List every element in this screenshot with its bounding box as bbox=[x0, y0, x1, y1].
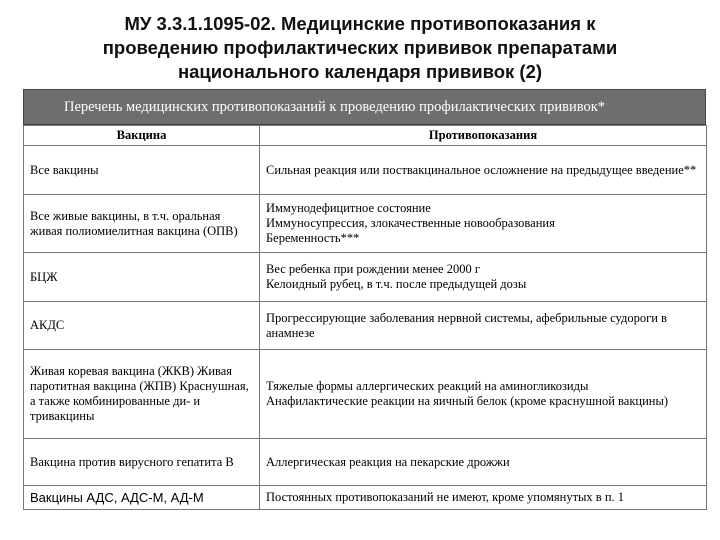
table-row bbox=[24, 350, 707, 439]
table-banner: Перечень медицинских противопоказаний к проведению профилактических прививок* bbox=[23, 89, 706, 125]
table-header-row bbox=[24, 126, 707, 146]
header-vaccine: Вакцина bbox=[24, 126, 260, 146]
contraindication-cell bbox=[260, 350, 707, 439]
title-line-3: национального календаря прививок (2) bbox=[177, 61, 543, 82]
page-title bbox=[40, 12, 680, 84]
contraindications-table bbox=[23, 125, 707, 510]
contraindication-line: Тяжелые формы аллергических реакций на аминогликозиды bbox=[266, 379, 589, 393]
table-row bbox=[24, 195, 707, 253]
table-row bbox=[24, 486, 707, 510]
contraindication-line: Иммуносупрессия, злокачественные новообразования bbox=[266, 216, 555, 230]
vaccine-cell: Вакцина против вирусного гепатита В bbox=[24, 439, 260, 486]
contraindication-cell: Прогрессирующие заболевания нервной системы, афебрильные судороги в анамнезе bbox=[260, 302, 707, 350]
contraindication-line: Вес ребенка при рождении менее 2000 г bbox=[266, 262, 480, 276]
contraindication-cell bbox=[260, 195, 707, 253]
header-contraindications: Противопоказания bbox=[260, 126, 707, 146]
table-row bbox=[24, 253, 707, 302]
vaccine-cell: Все живые вакцины, в т.ч. оральная живая полиомиелитная вакцина (ОПВ) bbox=[24, 195, 260, 253]
title-line-2: проведению профилактических прививок препаратами bbox=[102, 37, 618, 58]
contraindication-line: Келоидный рубец, в т.ч. после предыдущей дозы bbox=[266, 277, 527, 291]
vaccine-cell: БЦЖ bbox=[24, 253, 260, 302]
contraindication-line: Анафилактические реакции на яичный белок (кроме краснушной вакцины) bbox=[266, 394, 669, 408]
vaccine-cell: Живая коревая вакцина (ЖКВ) Живая паротитная вакцина (ЖПВ) Краснушная, а также комбинированные ди- и тривакцины bbox=[24, 350, 260, 439]
table-row bbox=[24, 146, 707, 195]
contraindications-table-container bbox=[23, 89, 706, 510]
contraindication-line: Беременность*** bbox=[266, 231, 360, 245]
contraindication-line: Иммунодефицитное состояние bbox=[266, 201, 431, 215]
vaccine-cell: Все вакцины bbox=[24, 146, 260, 195]
table-row bbox=[24, 302, 707, 350]
contraindication-cell: Постоянных противопоказаний не имеют, кроме упомянутых в п. 1 bbox=[260, 486, 707, 510]
title-line-1: МУ 3.3.1.1095-02. Медицинские противопоказания к bbox=[124, 13, 596, 34]
vaccine-cell: Вакцины АДС, АДС-М, АД-М bbox=[24, 486, 260, 510]
vaccine-cell: АКДС bbox=[24, 302, 260, 350]
contraindication-cell bbox=[260, 253, 707, 302]
contraindication-cell: Сильная реакция или поствакцинальное осложнение на предыдущее введение** bbox=[260, 146, 707, 195]
table-row bbox=[24, 439, 707, 486]
contraindication-cell: Аллергическая реакция на пекарские дрожжи bbox=[260, 439, 707, 486]
